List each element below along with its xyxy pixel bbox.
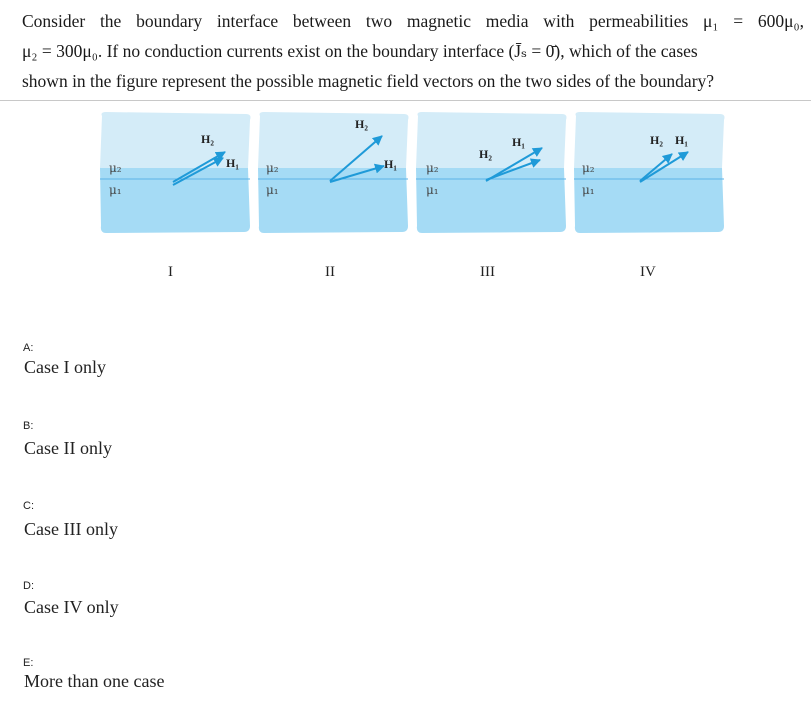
- case-label: II: [325, 264, 335, 280]
- h1-label: H₁: [675, 133, 688, 147]
- case-label: I: [168, 264, 173, 280]
- h2-label: H₂: [479, 147, 492, 161]
- h1-label: H₁: [512, 135, 525, 149]
- panel-case-1: [100, 112, 251, 280]
- option-e[interactable]: More than one case: [24, 671, 165, 691]
- h1-label: H₁: [384, 157, 397, 171]
- h2-label: H₂: [355, 117, 368, 131]
- option-b[interactable]: Case II only: [24, 438, 112, 458]
- boundary-figure: [98, 108, 728, 288]
- option-letter-e: E:: [23, 657, 34, 669]
- option-letter-c: C:: [23, 500, 34, 512]
- option-c[interactable]: Case III only: [24, 519, 118, 539]
- mu2-label: μ₂: [426, 161, 439, 175]
- mu2-label: μ₂: [266, 161, 279, 175]
- mu1-label: μ₁: [426, 183, 439, 197]
- question-line-3: shown in the figure represent the possible magnetic field vectors on the two sides of the boundary?: [22, 71, 715, 91]
- question-text: [22, 6, 804, 96]
- mu2-label: μ₂: [109, 161, 122, 175]
- case-label: IV: [640, 264, 656, 280]
- h1-label: H₁: [226, 156, 239, 170]
- option-letter-d: D:: [23, 580, 34, 592]
- option-letter-a: A:: [23, 342, 34, 354]
- question-line-1: Consider the boundary interface between two magnetic media with permeabilities μ₁ = 600μ₀,: [22, 11, 804, 31]
- option-letter-b: B:: [23, 420, 34, 432]
- lower-region: [574, 168, 724, 233]
- lower-region: [100, 168, 250, 233]
- mu1-label: μ₁: [109, 183, 122, 197]
- h2-label: H₂: [650, 133, 663, 147]
- option-a[interactable]: Case I only: [24, 357, 106, 377]
- question-line-2: μ₂ = 300μ₀. If no conduction currents exist on the boundary interface (J̄ₛ = 0̄), which of the cases: [22, 41, 698, 61]
- panel-case-3: [416, 112, 567, 280]
- mu1-label: μ₁: [266, 183, 279, 197]
- h2-label: H₂: [201, 132, 214, 146]
- option-d[interactable]: Case IV only: [24, 597, 119, 617]
- divider: [0, 100, 811, 101]
- mu1-label: μ₁: [582, 183, 595, 197]
- panel-case-4: [574, 112, 725, 280]
- mu2-label: μ₂: [582, 161, 595, 175]
- panel-case-2: [258, 112, 409, 280]
- case-label: III: [480, 264, 495, 280]
